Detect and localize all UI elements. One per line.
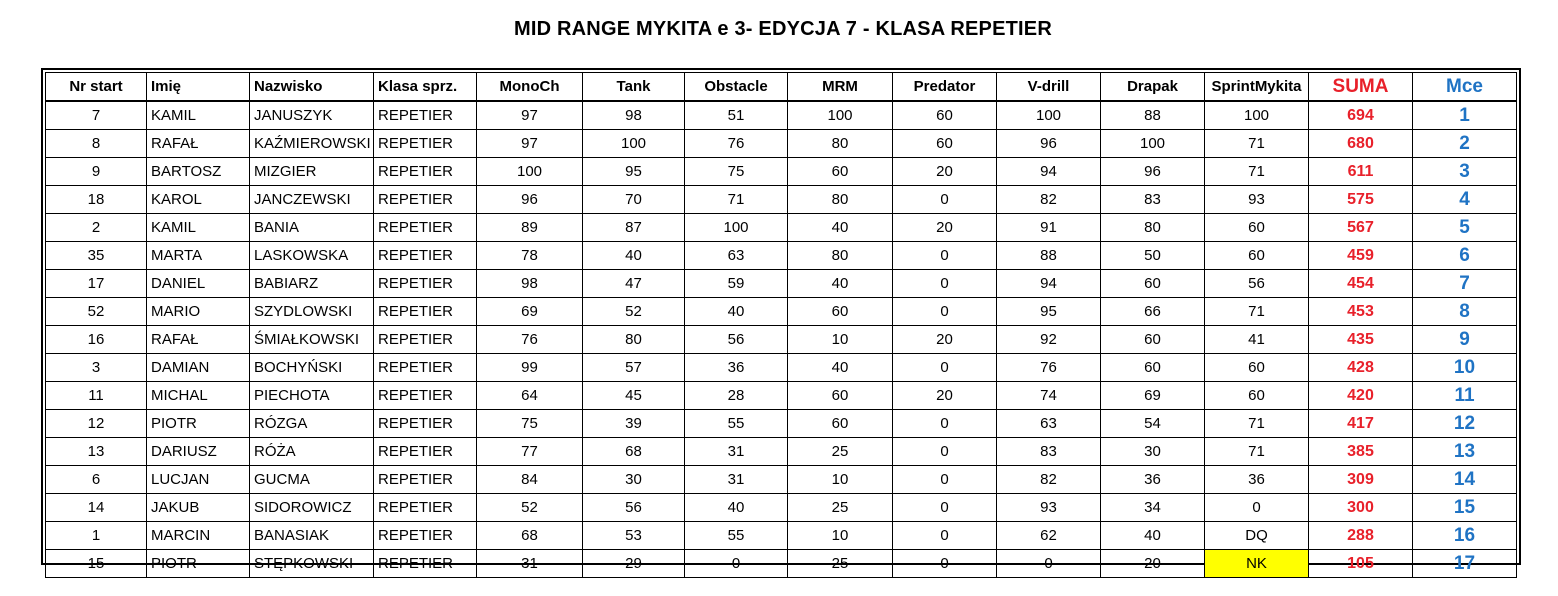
cell-klasa: REPETIER — [374, 214, 477, 242]
cell-imie: DARIUSZ — [147, 438, 250, 466]
cell-v-drill: 83 — [997, 438, 1101, 466]
cell-klasa: REPETIER — [374, 550, 477, 578]
cell-obstacle: 55 — [685, 410, 788, 438]
cell-mrm: 60 — [788, 158, 893, 186]
cell-tank: 40 — [583, 242, 685, 270]
cell-predator: 20 — [893, 158, 997, 186]
cell-mce: 14 — [1413, 466, 1517, 494]
cell-tank: 95 — [583, 158, 685, 186]
cell-monoch: 75 — [477, 410, 583, 438]
cell-mce: 13 — [1413, 438, 1517, 466]
cell-sprintmykita: 93 — [1205, 186, 1309, 214]
header-monoch: MonoCh — [477, 73, 583, 102]
cell-klasa: REPETIER — [374, 410, 477, 438]
cell-mce: 8 — [1413, 298, 1517, 326]
cell-sprintmykita: 36 — [1205, 466, 1309, 494]
cell-sprintmykita: NK — [1205, 550, 1309, 578]
cell-klasa: REPETIER — [374, 494, 477, 522]
cell-monoch: 89 — [477, 214, 583, 242]
cell-nazwisko: KAŹMIEROWSKI — [250, 130, 374, 158]
cell-nr-start: 13 — [46, 438, 147, 466]
cell-predator: 0 — [893, 354, 997, 382]
cell-drapak: 50 — [1101, 242, 1205, 270]
cell-monoch: 68 — [477, 522, 583, 550]
cell-tank: 53 — [583, 522, 685, 550]
cell-predator: 0 — [893, 410, 997, 438]
cell-obstacle: 76 — [685, 130, 788, 158]
cell-imie: KAMIL — [147, 214, 250, 242]
cell-klasa: REPETIER — [374, 326, 477, 354]
cell-nr-start: 16 — [46, 326, 147, 354]
cell-mce: 17 — [1413, 550, 1517, 578]
cell-obstacle: 40 — [685, 298, 788, 326]
cell-obstacle: 100 — [685, 214, 788, 242]
cell-suma: 420 — [1309, 382, 1413, 410]
table-row — [46, 298, 1517, 326]
cell-mrm: 40 — [788, 270, 893, 298]
cell-nazwisko: ŚMIAŁKOWSKI — [250, 326, 374, 354]
cell-mrm: 60 — [788, 382, 893, 410]
results-table-frame — [41, 68, 1521, 574]
cell-monoch: 97 — [477, 101, 583, 130]
cell-drapak: 96 — [1101, 158, 1205, 186]
cell-v-drill: 95 — [997, 298, 1101, 326]
cell-monoch: 97 — [477, 130, 583, 158]
cell-nazwisko: STĘPKOWSKI — [250, 550, 374, 578]
cell-imie: DAMIAN — [147, 354, 250, 382]
cell-imie: RAFAŁ — [147, 130, 250, 158]
cell-monoch: 52 — [477, 494, 583, 522]
table-row — [46, 130, 1517, 158]
table-row — [46, 186, 1517, 214]
cell-nazwisko: GUCMA — [250, 466, 374, 494]
cell-mce: 4 — [1413, 186, 1517, 214]
cell-monoch: 96 — [477, 186, 583, 214]
cell-obstacle: 56 — [685, 326, 788, 354]
cell-imie: PIOTR — [147, 410, 250, 438]
cell-nazwisko: SIDOROWICZ — [250, 494, 374, 522]
cell-tank: 70 — [583, 186, 685, 214]
cell-drapak: 60 — [1101, 354, 1205, 382]
cell-mce: 11 — [1413, 382, 1517, 410]
cell-klasa: REPETIER — [374, 242, 477, 270]
cell-predator: 20 — [893, 382, 997, 410]
table-row — [46, 101, 1517, 130]
cell-klasa: REPETIER — [374, 438, 477, 466]
table-row — [46, 466, 1517, 494]
cell-drapak: 69 — [1101, 382, 1205, 410]
table-body — [46, 101, 1517, 578]
cell-klasa: REPETIER — [374, 354, 477, 382]
cell-sprintmykita: 60 — [1205, 242, 1309, 270]
cell-tank: 39 — [583, 410, 685, 438]
cell-nr-start: 12 — [46, 410, 147, 438]
cell-tank: 30 — [583, 466, 685, 494]
cell-monoch: 76 — [477, 326, 583, 354]
cell-nazwisko: JANCZEWSKI — [250, 186, 374, 214]
cell-mrm: 40 — [788, 354, 893, 382]
cell-mce: 9 — [1413, 326, 1517, 354]
cell-sprintmykita: DQ — [1205, 522, 1309, 550]
cell-tank: 29 — [583, 550, 685, 578]
cell-tank: 52 — [583, 298, 685, 326]
cell-nazwisko: BANIA — [250, 214, 374, 242]
cell-predator: 60 — [893, 101, 997, 130]
cell-v-drill: 92 — [997, 326, 1101, 354]
cell-drapak: 40 — [1101, 522, 1205, 550]
cell-sprintmykita: 100 — [1205, 101, 1309, 130]
cell-suma: 680 — [1309, 130, 1413, 158]
cell-klasa: REPETIER — [374, 130, 477, 158]
cell-suma: 575 — [1309, 186, 1413, 214]
cell-nr-start: 8 — [46, 130, 147, 158]
cell-suma: 611 — [1309, 158, 1413, 186]
cell-nr-start: 1 — [46, 522, 147, 550]
cell-mce: 10 — [1413, 354, 1517, 382]
cell-tank: 47 — [583, 270, 685, 298]
cell-imie: LUCJAN — [147, 466, 250, 494]
cell-tank: 56 — [583, 494, 685, 522]
cell-drapak: 88 — [1101, 101, 1205, 130]
cell-obstacle: 51 — [685, 101, 788, 130]
cell-mrm: 80 — [788, 186, 893, 214]
table-row — [46, 410, 1517, 438]
cell-drapak: 60 — [1101, 270, 1205, 298]
cell-nazwisko: RÓZGA — [250, 410, 374, 438]
cell-mrm: 60 — [788, 298, 893, 326]
cell-nr-start: 15 — [46, 550, 147, 578]
cell-drapak: 100 — [1101, 130, 1205, 158]
cell-tank: 100 — [583, 130, 685, 158]
cell-monoch: 84 — [477, 466, 583, 494]
cell-suma: 385 — [1309, 438, 1413, 466]
cell-v-drill: 91 — [997, 214, 1101, 242]
cell-nazwisko: BANASIAK — [250, 522, 374, 550]
cell-drapak: 60 — [1101, 326, 1205, 354]
cell-sprintmykita: 60 — [1205, 382, 1309, 410]
cell-mrm: 10 — [788, 326, 893, 354]
cell-v-drill: 62 — [997, 522, 1101, 550]
cell-mrm: 100 — [788, 101, 893, 130]
cell-monoch: 69 — [477, 298, 583, 326]
cell-suma: 417 — [1309, 410, 1413, 438]
cell-v-drill: 88 — [997, 242, 1101, 270]
table-row — [46, 550, 1517, 578]
cell-mrm: 80 — [788, 242, 893, 270]
cell-obstacle: 63 — [685, 242, 788, 270]
header-sprintmykita: SprintMykita — [1205, 73, 1309, 102]
header-tank: Tank — [583, 73, 685, 102]
cell-obstacle: 28 — [685, 382, 788, 410]
header-obstacle: Obstacle — [685, 73, 788, 102]
cell-mce: 3 — [1413, 158, 1517, 186]
cell-imie: MARCIN — [147, 522, 250, 550]
cell-imie: RAFAŁ — [147, 326, 250, 354]
cell-drapak: 30 — [1101, 438, 1205, 466]
cell-imie: JAKUB — [147, 494, 250, 522]
cell-v-drill: 94 — [997, 270, 1101, 298]
cell-imie: PIOTR — [147, 550, 250, 578]
cell-mce: 15 — [1413, 494, 1517, 522]
cell-suma: 454 — [1309, 270, 1413, 298]
cell-sprintmykita: 71 — [1205, 158, 1309, 186]
table-row — [46, 242, 1517, 270]
cell-predator: 0 — [893, 298, 997, 326]
cell-predator: 0 — [893, 270, 997, 298]
cell-drapak: 34 — [1101, 494, 1205, 522]
cell-suma: 694 — [1309, 101, 1413, 130]
cell-nazwisko: SZYDLOWSKI — [250, 298, 374, 326]
cell-mrm: 10 — [788, 466, 893, 494]
table-row — [46, 494, 1517, 522]
cell-nr-start: 35 — [46, 242, 147, 270]
cell-sprintmykita: 56 — [1205, 270, 1309, 298]
cell-mrm: 25 — [788, 494, 893, 522]
cell-obstacle: 0 — [685, 550, 788, 578]
cell-nr-start: 18 — [46, 186, 147, 214]
cell-nazwisko: RÓŻA — [250, 438, 374, 466]
header-nr-start: Nr start — [46, 73, 147, 102]
table-row — [46, 354, 1517, 382]
header-predator: Predator — [893, 73, 997, 102]
cell-predator: 20 — [893, 326, 997, 354]
cell-klasa: REPETIER — [374, 466, 477, 494]
cell-suma: 453 — [1309, 298, 1413, 326]
cell-obstacle: 36 — [685, 354, 788, 382]
cell-predator: 0 — [893, 522, 997, 550]
header-mce: Mce — [1413, 73, 1517, 102]
cell-mrm: 60 — [788, 410, 893, 438]
cell-v-drill: 94 — [997, 158, 1101, 186]
page-title: MID RANGE MYKITA e 3- EDYCJA 7 - KLASA REPETIER — [514, 18, 1052, 40]
cell-predator: 0 — [893, 242, 997, 270]
cell-nr-start: 7 — [46, 101, 147, 130]
header-drapak: Drapak — [1101, 73, 1205, 102]
cell-drapak: 66 — [1101, 298, 1205, 326]
cell-sprintmykita: 41 — [1205, 326, 1309, 354]
cell-obstacle: 59 — [685, 270, 788, 298]
header-nazwisko: Nazwisko — [250, 73, 374, 102]
cell-suma: 309 — [1309, 466, 1413, 494]
cell-suma: 105 — [1309, 550, 1413, 578]
results-table — [45, 72, 1517, 578]
cell-v-drill: 96 — [997, 130, 1101, 158]
header-suma: SUMA — [1309, 73, 1413, 102]
cell-monoch: 100 — [477, 158, 583, 186]
cell-klasa: REPETIER — [374, 158, 477, 186]
cell-nr-start: 14 — [46, 494, 147, 522]
header-mrm: MRM — [788, 73, 893, 102]
cell-imie: MARTA — [147, 242, 250, 270]
cell-sprintmykita: 60 — [1205, 354, 1309, 382]
cell-mrm: 80 — [788, 130, 893, 158]
cell-mce: 5 — [1413, 214, 1517, 242]
header-imie: Imię — [147, 73, 250, 102]
cell-mce: 6 — [1413, 242, 1517, 270]
header-klasa: Klasa sprz. — [374, 73, 477, 102]
cell-obstacle: 55 — [685, 522, 788, 550]
cell-mrm: 25 — [788, 438, 893, 466]
header-v-drill: V-drill — [997, 73, 1101, 102]
cell-tank: 80 — [583, 326, 685, 354]
cell-sprintmykita: 71 — [1205, 410, 1309, 438]
cell-drapak: 80 — [1101, 214, 1205, 242]
cell-obstacle: 75 — [685, 158, 788, 186]
cell-drapak: 83 — [1101, 186, 1205, 214]
cell-v-drill: 100 — [997, 101, 1101, 130]
cell-nr-start: 2 — [46, 214, 147, 242]
cell-suma: 435 — [1309, 326, 1413, 354]
table-row — [46, 158, 1517, 186]
cell-nazwisko: JANUSZYK — [250, 101, 374, 130]
cell-predator: 0 — [893, 186, 997, 214]
cell-sprintmykita: 71 — [1205, 438, 1309, 466]
cell-suma: 288 — [1309, 522, 1413, 550]
cell-v-drill: 76 — [997, 354, 1101, 382]
cell-mce: 7 — [1413, 270, 1517, 298]
cell-obstacle: 40 — [685, 494, 788, 522]
cell-imie: KAMIL — [147, 101, 250, 130]
cell-v-drill: 63 — [997, 410, 1101, 438]
cell-tank: 98 — [583, 101, 685, 130]
table-row — [46, 270, 1517, 298]
cell-drapak: 54 — [1101, 410, 1205, 438]
cell-predator: 0 — [893, 550, 997, 578]
cell-mce: 1 — [1413, 101, 1517, 130]
cell-nr-start: 6 — [46, 466, 147, 494]
cell-suma: 428 — [1309, 354, 1413, 382]
cell-suma: 567 — [1309, 214, 1413, 242]
cell-mrm: 40 — [788, 214, 893, 242]
cell-predator: 0 — [893, 438, 997, 466]
cell-monoch: 64 — [477, 382, 583, 410]
cell-monoch: 78 — [477, 242, 583, 270]
cell-mce: 12 — [1413, 410, 1517, 438]
cell-monoch: 77 — [477, 438, 583, 466]
cell-suma: 300 — [1309, 494, 1413, 522]
cell-tank: 68 — [583, 438, 685, 466]
cell-monoch: 31 — [477, 550, 583, 578]
table-row — [46, 522, 1517, 550]
cell-mce: 16 — [1413, 522, 1517, 550]
cell-nr-start: 52 — [46, 298, 147, 326]
cell-nazwisko: PIECHOTA — [250, 382, 374, 410]
cell-v-drill: 82 — [997, 186, 1101, 214]
cell-imie: DANIEL — [147, 270, 250, 298]
cell-tank: 45 — [583, 382, 685, 410]
cell-nazwisko: BABIARZ — [250, 270, 374, 298]
cell-nr-start: 17 — [46, 270, 147, 298]
cell-mrm: 10 — [788, 522, 893, 550]
cell-obstacle: 31 — [685, 466, 788, 494]
cell-v-drill: 74 — [997, 382, 1101, 410]
cell-imie: KAROL — [147, 186, 250, 214]
cell-klasa: REPETIER — [374, 382, 477, 410]
table-row — [46, 382, 1517, 410]
cell-tank: 87 — [583, 214, 685, 242]
cell-v-drill: 0 — [997, 550, 1101, 578]
cell-mrm: 25 — [788, 550, 893, 578]
cell-imie: MICHAL — [147, 382, 250, 410]
cell-drapak: 20 — [1101, 550, 1205, 578]
cell-drapak: 36 — [1101, 466, 1205, 494]
cell-obstacle: 71 — [685, 186, 788, 214]
cell-klasa: REPETIER — [374, 298, 477, 326]
cell-nr-start: 11 — [46, 382, 147, 410]
cell-mce: 2 — [1413, 130, 1517, 158]
cell-klasa: REPETIER — [374, 270, 477, 298]
cell-klasa: REPETIER — [374, 522, 477, 550]
cell-nr-start: 3 — [46, 354, 147, 382]
table-row — [46, 438, 1517, 466]
cell-imie: BARTOSZ — [147, 158, 250, 186]
cell-sprintmykita: 0 — [1205, 494, 1309, 522]
cell-predator: 0 — [893, 494, 997, 522]
cell-klasa: REPETIER — [374, 101, 477, 130]
cell-monoch: 99 — [477, 354, 583, 382]
cell-klasa: REPETIER — [374, 186, 477, 214]
cell-sprintmykita: 60 — [1205, 214, 1309, 242]
table-header-row — [46, 73, 1517, 102]
cell-sprintmykita: 71 — [1205, 298, 1309, 326]
table-row — [46, 214, 1517, 242]
cell-tank: 57 — [583, 354, 685, 382]
cell-monoch: 98 — [477, 270, 583, 298]
cell-predator: 20 — [893, 214, 997, 242]
cell-nazwisko: MIZGIER — [250, 158, 374, 186]
cell-v-drill: 82 — [997, 466, 1101, 494]
cell-predator: 60 — [893, 130, 997, 158]
cell-suma: 459 — [1309, 242, 1413, 270]
table-row — [46, 326, 1517, 354]
cell-imie: MARIO — [147, 298, 250, 326]
cell-nazwisko: LASKOWSKA — [250, 242, 374, 270]
cell-predator: 0 — [893, 466, 997, 494]
cell-nr-start: 9 — [46, 158, 147, 186]
cell-sprintmykita: 71 — [1205, 130, 1309, 158]
cell-nazwisko: BOCHYŃSKI — [250, 354, 374, 382]
cell-v-drill: 93 — [997, 494, 1101, 522]
cell-obstacle: 31 — [685, 438, 788, 466]
